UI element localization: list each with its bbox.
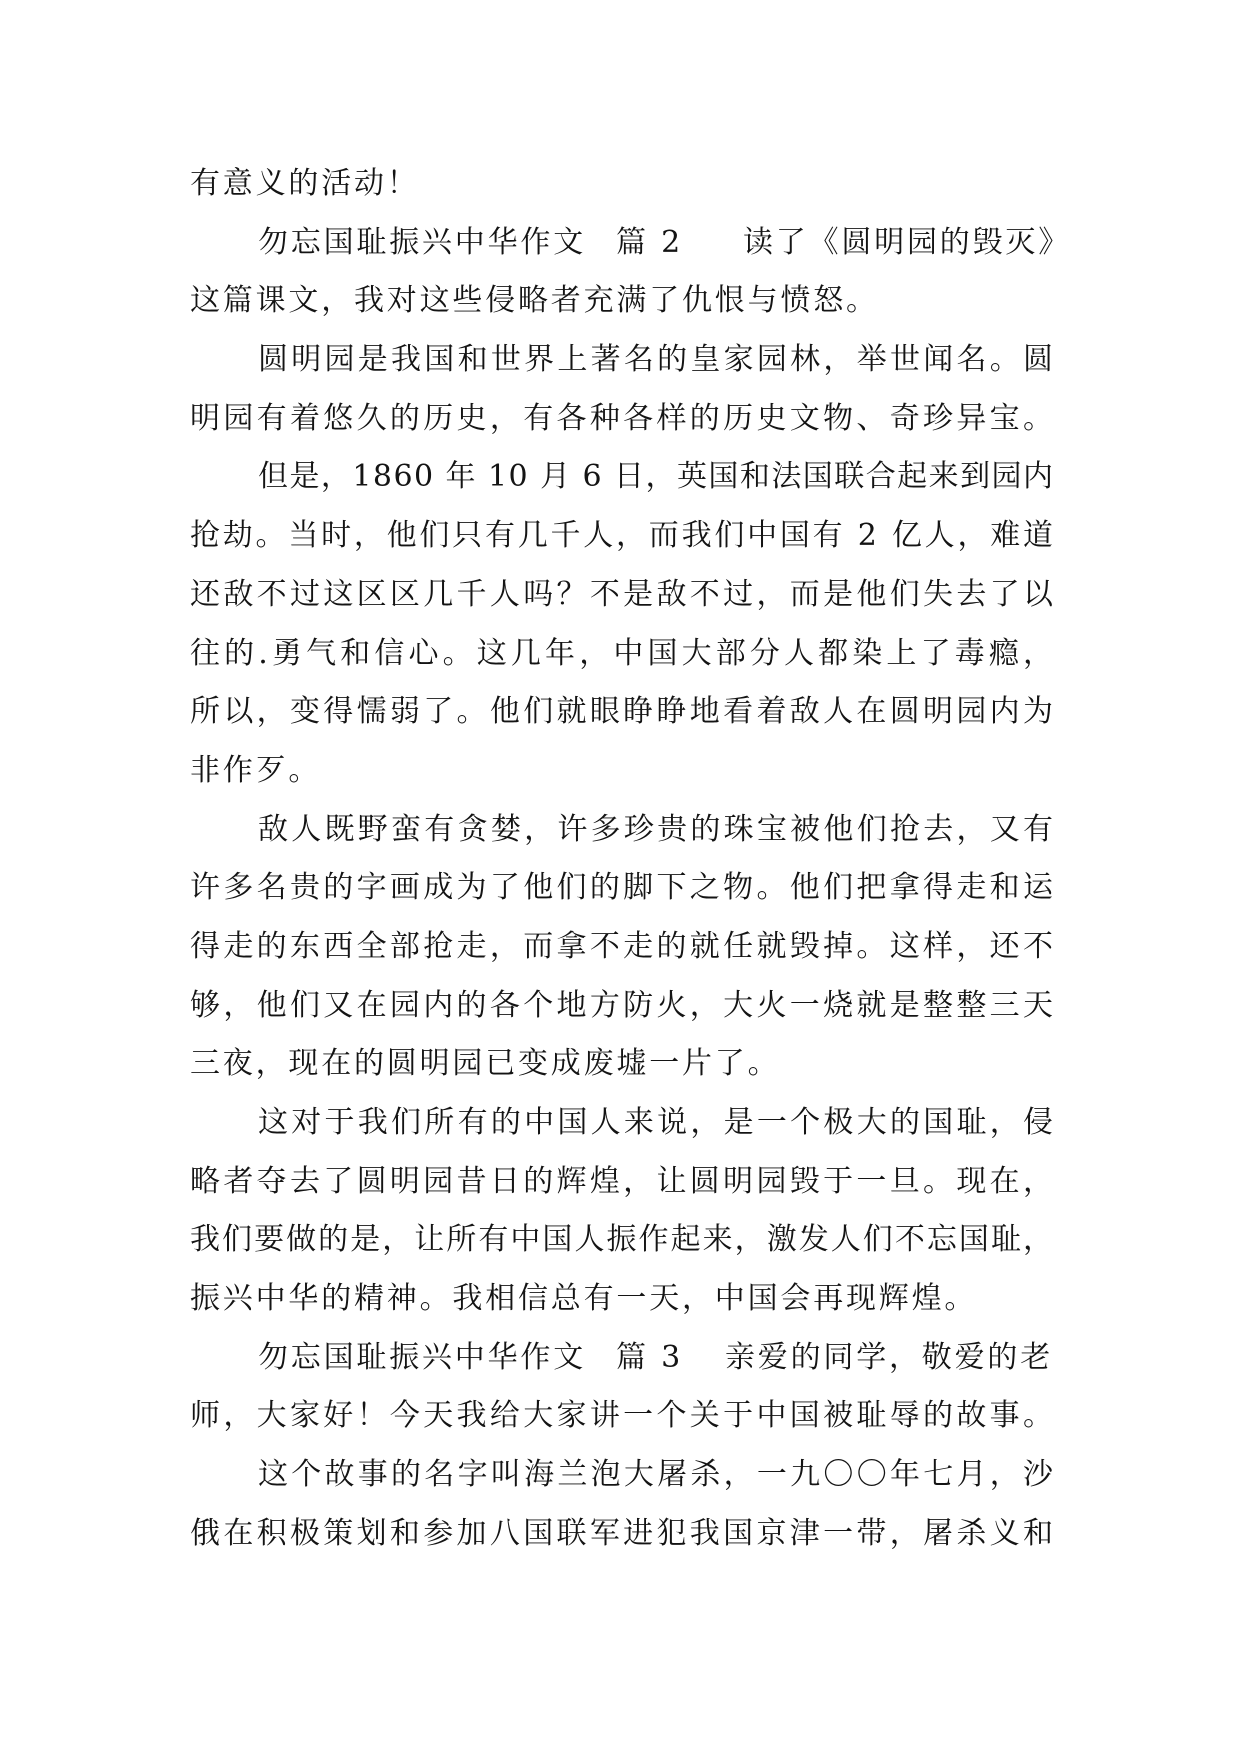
text-line bbox=[190, 1270, 1053, 1329]
line-text: 我们要做的是，让所有中国人振作起来，激发人们不忘国耻， bbox=[190, 1222, 1056, 1258]
text-line bbox=[190, 1446, 1057, 1505]
text-line bbox=[190, 331, 1057, 390]
line-text: 抢劫。当时，他们只有几千人，而我们中国有 2 亿人，难道 bbox=[190, 518, 1056, 554]
text-line bbox=[190, 918, 1057, 977]
paragraph bbox=[190, 331, 1057, 448]
line-text: 三夜，现在的圆明园已变成废墟一片了。 bbox=[190, 1046, 781, 1082]
text-line bbox=[190, 1035, 1053, 1094]
text-line bbox=[190, 507, 1056, 566]
essay-heading-paragraph bbox=[190, 214, 1071, 331]
line-text: 够，他们又在园内的各个地方防火，大火一烧就是整整三天 bbox=[190, 987, 1057, 1023]
line-text: 所以，变得懦弱了。他们就眼睁睁地看着敌人在圆明园内为 bbox=[190, 694, 1057, 730]
text-line bbox=[190, 1211, 1056, 1270]
line-text: 俄在积极策划和参加八国联军进犯我国京津一带，屠杀义和 bbox=[190, 1515, 1057, 1551]
line-text: 这篇课文，我对这些侵略者充满了仇恨与愤怒。 bbox=[190, 283, 879, 319]
text-line bbox=[190, 1094, 1057, 1153]
paragraph bbox=[190, 155, 1053, 214]
text-line bbox=[190, 683, 1057, 742]
paragraph bbox=[190, 801, 1057, 1094]
line-text: 有意义的活动！ bbox=[190, 166, 420, 201]
text-line bbox=[190, 390, 1057, 449]
essay-heading-line bbox=[190, 214, 1071, 273]
text-line bbox=[190, 859, 1057, 918]
essay-title: 勿忘国耻振兴中华作文 bbox=[258, 224, 586, 260]
paragraph bbox=[190, 1094, 1057, 1329]
essay-part-number: 篇 2 bbox=[616, 224, 684, 260]
text-line bbox=[190, 977, 1057, 1036]
text-line bbox=[190, 742, 1053, 801]
document-body bbox=[190, 155, 1071, 1564]
essay-heading-paragraph bbox=[190, 1329, 1057, 1446]
line-text: 明园有着悠久的历史，有各种各样的历史文物、奇珍异宝。 bbox=[190, 400, 1057, 436]
line-text: 往的.勇气和信心。这几年，中国大部分人都染上了毒瘾， bbox=[190, 635, 1058, 671]
text-line bbox=[190, 1387, 1057, 1446]
essay-title: 勿忘国耻振兴中华作文 bbox=[258, 1339, 586, 1375]
line-text: 得走的东西全部抢走，而拿不走的就任就毁掉。这样，还不 bbox=[190, 928, 1057, 964]
line-text: 振兴中华的精神。我相信总有一天，中国会再现辉煌。 bbox=[190, 1281, 978, 1317]
line-text: 许多名贵的字画成为了他们的脚下之物。他们把拿得走和运 bbox=[190, 870, 1057, 906]
essay-part-number: 篇 3 bbox=[616, 1339, 684, 1375]
text-line bbox=[190, 448, 1053, 507]
paragraph bbox=[190, 1446, 1057, 1563]
line-text: 略者夺去了圆明园昔日的辉煌，让圆明园毁于一旦。现在， bbox=[190, 1163, 1057, 1199]
line-text: 非作歹。 bbox=[190, 752, 322, 788]
paragraph bbox=[190, 448, 1058, 800]
line-text: 这对于我们所有的中国人来说，是一个极大的国耻，侵 bbox=[258, 1105, 1057, 1140]
line-text: 敌人既野蛮有贪婪，许多珍贵的珠宝被他们抢去，又有 bbox=[258, 811, 1057, 847]
line-text: 读了《圆明园的毁灭》 bbox=[743, 224, 1071, 260]
text-line bbox=[190, 801, 1057, 860]
line-text: 这个故事的名字叫海兰泡大屠杀，一九〇〇年七月，沙 bbox=[258, 1457, 1057, 1493]
line-text: 师，大家好！今天我给大家讲一个关于中国被耻辱的故事。 bbox=[190, 1398, 1057, 1434]
line-text: 还敌不过这区区几千人吗？不是敌不过，而是他们失去了以 bbox=[190, 576, 1057, 612]
text-line bbox=[190, 1505, 1057, 1564]
line-text: 但是，1860 年 10 月 6 日，英国和法国联合起来到园内 bbox=[258, 459, 1055, 495]
line-text: 圆明园是我国和世界上著名的皇家园林，举世闻名。圆 bbox=[258, 342, 1057, 378]
line-text: 亲爱的同学，敬爱的老 bbox=[725, 1339, 1053, 1375]
text-line bbox=[190, 155, 1053, 214]
essay-heading-line bbox=[190, 1329, 1053, 1388]
text-line bbox=[190, 1153, 1057, 1212]
text-line bbox=[190, 272, 1053, 331]
text-line bbox=[190, 625, 1058, 684]
text-line bbox=[190, 566, 1057, 625]
